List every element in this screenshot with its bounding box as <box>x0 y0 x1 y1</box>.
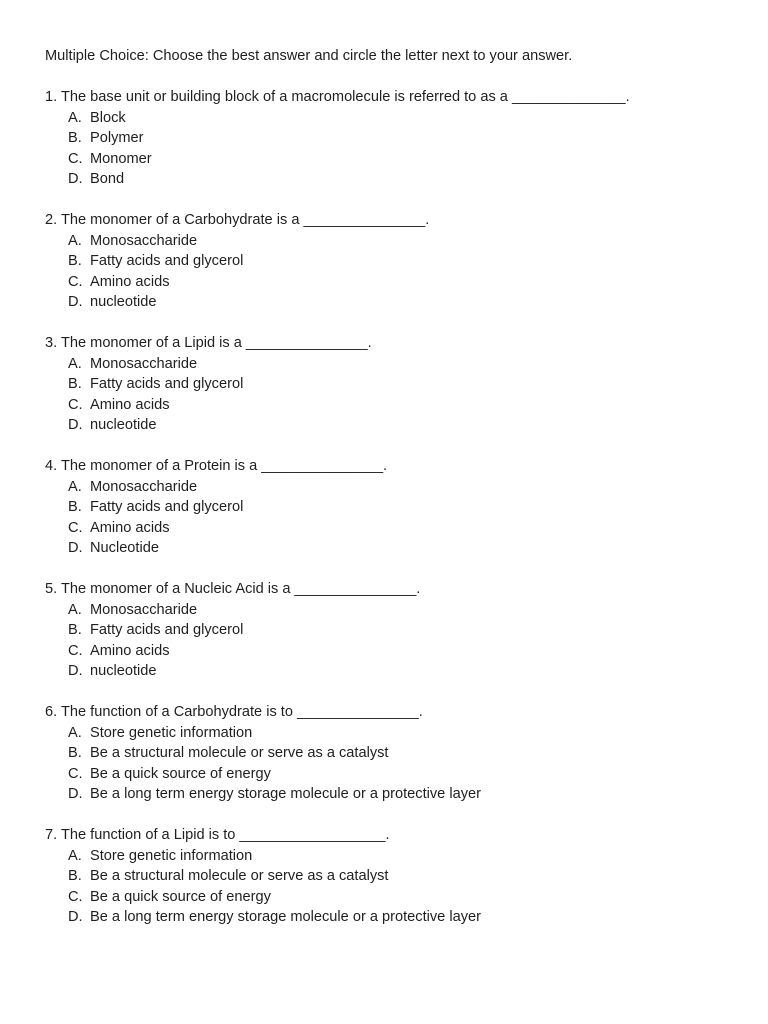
answer-options <box>45 477 745 559</box>
answer-option-c[interactable] <box>68 395 745 416</box>
option-text: nucleotide <box>90 294 157 310</box>
answer-options <box>45 723 745 805</box>
answer-option-a[interactable] <box>68 600 745 621</box>
answer-option-a[interactable] <box>68 354 745 375</box>
option-text: Polymer <box>90 130 144 146</box>
option-letter: B. <box>68 868 82 884</box>
option-text: Amino acids <box>90 273 170 290</box>
question-1 <box>45 87 745 190</box>
option-letter: D. <box>68 294 83 310</box>
answer-options <box>45 846 745 928</box>
question-3 <box>45 333 745 436</box>
answer-option-b[interactable] <box>68 251 745 272</box>
option-letter: B. <box>68 745 82 761</box>
option-letter: B. <box>68 253 82 269</box>
option-text: nucleotide <box>90 417 157 433</box>
option-letter: C. <box>68 765 83 782</box>
option-text: Be a long term energy storage molecule or a protective layer <box>90 786 481 802</box>
option-text: nucleotide <box>90 663 157 679</box>
option-letter: D. <box>68 417 83 433</box>
answer-options <box>45 600 745 682</box>
question-2 <box>45 210 745 313</box>
answer-option-c[interactable] <box>68 272 745 293</box>
option-text: Amino acids <box>90 519 170 536</box>
option-letter: B. <box>68 499 82 515</box>
answer-option-b[interactable] <box>68 128 745 149</box>
answer-option-d[interactable] <box>68 661 745 682</box>
option-letter: A. <box>68 847 82 864</box>
option-letter: A. <box>68 232 82 249</box>
option-text: Nucleotide <box>90 540 159 556</box>
answer-option-d[interactable] <box>68 538 745 559</box>
answer-option-d[interactable] <box>68 415 745 436</box>
option-text: Amino acids <box>90 642 170 659</box>
answer-option-a[interactable] <box>68 231 745 252</box>
option-letter: A. <box>68 601 82 618</box>
question-stem: 7. The function of a Lipid is to __________________. <box>45 827 390 843</box>
option-text: Fatty acids and glycerol <box>90 622 244 638</box>
answer-option-d[interactable] <box>68 292 745 313</box>
answer-option-d[interactable] <box>68 169 745 190</box>
question-5 <box>45 579 745 682</box>
option-text: Monosaccharide <box>90 355 198 372</box>
option-text: Be a structural molecule or serve as a catalyst <box>90 868 389 884</box>
option-letter: B. <box>68 376 82 392</box>
option-letter: D. <box>68 786 83 802</box>
answer-option-d[interactable] <box>68 907 745 928</box>
option-text: Fatty acids and glycerol <box>90 376 244 392</box>
question-stem: 2. The monomer of a Carbohydrate is a _______________. <box>45 212 430 228</box>
option-text: Be a quick source of energy <box>90 765 271 782</box>
answer-option-c[interactable] <box>68 887 745 908</box>
option-text: Monosaccharide <box>90 601 198 618</box>
option-letter: B. <box>68 622 82 638</box>
option-letter: A. <box>68 478 82 495</box>
question-6 <box>45 702 745 805</box>
option-text: Amino acids <box>90 396 170 413</box>
option-letter: C. <box>68 150 83 167</box>
answer-option-c[interactable] <box>68 518 745 539</box>
answer-option-c[interactable] <box>68 149 745 170</box>
worksheet-page <box>45 46 745 948</box>
answer-option-a[interactable] <box>68 723 745 744</box>
option-letter: A. <box>68 724 82 741</box>
option-text: Monosaccharide <box>90 232 198 249</box>
answer-option-c[interactable] <box>68 764 745 785</box>
option-letter: C. <box>68 273 83 290</box>
answer-option-c[interactable] <box>68 641 745 662</box>
option-text: Store genetic information <box>90 847 253 864</box>
option-text: Block <box>90 109 126 126</box>
option-letter: C. <box>68 519 83 536</box>
answer-option-b[interactable] <box>68 497 745 518</box>
question-stem: 1. The base unit or building block of a macromolecule is referred to as a ______________. <box>45 89 630 105</box>
option-letter: A. <box>68 355 82 372</box>
answer-options <box>45 108 745 190</box>
option-text: Bond <box>90 171 125 187</box>
answer-options <box>45 354 745 436</box>
option-letter: D. <box>68 540 83 556</box>
option-letter: D. <box>68 171 83 187</box>
option-letter: C. <box>68 642 83 659</box>
question-stem: 3. The monomer of a Lipid is a _______________. <box>45 335 372 351</box>
option-letter: D. <box>68 663 83 679</box>
answer-option-b[interactable] <box>68 374 745 395</box>
question-4 <box>45 456 745 559</box>
answer-option-b[interactable] <box>68 620 745 641</box>
option-text: Monosaccharide <box>90 478 198 495</box>
option-text: Fatty acids and glycerol <box>90 253 244 269</box>
option-text: Monomer <box>90 150 152 167</box>
question-7 <box>45 825 745 928</box>
answer-option-b[interactable] <box>68 866 745 887</box>
question-stem: 6. The function of a Carbohydrate is to _______________. <box>45 704 423 720</box>
question-stem: 5. The monomer of a Nucleic Acid is a _______________. <box>45 581 421 597</box>
answer-options <box>45 231 745 313</box>
answer-option-d[interactable] <box>68 784 745 805</box>
instructions: Multiple Choice: Choose the best answer and circle the letter next to your answer. <box>45 48 573 64</box>
answer-option-a[interactable] <box>68 108 745 129</box>
option-text: Store genetic information <box>90 724 253 741</box>
answer-option-a[interactable] <box>68 846 745 867</box>
option-text: Be a long term energy storage molecule or a protective layer <box>90 909 481 925</box>
answer-option-b[interactable] <box>68 743 745 764</box>
answer-option-a[interactable] <box>68 477 745 498</box>
option-text: Be a quick source of energy <box>90 888 271 905</box>
option-letter: D. <box>68 909 83 925</box>
option-letter: B. <box>68 130 82 146</box>
option-letter: C. <box>68 888 83 905</box>
option-letter: A. <box>68 109 82 126</box>
option-text: Fatty acids and glycerol <box>90 499 244 515</box>
question-stem: 4. The monomer of a Protein is a _______________. <box>45 458 388 474</box>
option-text: Be a structural molecule or serve as a catalyst <box>90 745 389 761</box>
option-letter: C. <box>68 396 83 413</box>
